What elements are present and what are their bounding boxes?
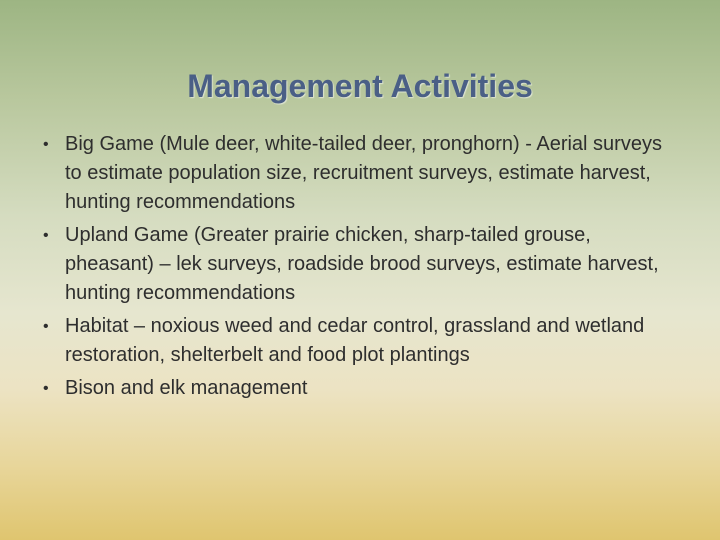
bullet-text: Bison and elk management (65, 377, 308, 399)
bullet-item-upland-game (43, 221, 683, 308)
bullet-text: Habitat – noxious weed and cedar control, grassland and wetland restoration, shelterbelt and food plot plantings (65, 315, 645, 366)
slide-title: Management Activities (187, 68, 533, 104)
bullet-dot-icon: • (43, 227, 49, 244)
bullet-dot-icon: • (43, 318, 49, 335)
bullet-text: Big Game (Mule deer, white-tailed deer, pronghorn) - Aerial surveys to estimate population size, recruitment surveys, estimate harvest, hunting recommendations (65, 133, 662, 213)
bullet-text: Upland Game (Greater prairie chicken, sharp-tailed grouse, pheasant) – lek surveys, roadside brood surveys, estimate harvest, hunting recommendations (65, 224, 659, 304)
bullet-item-big-game (43, 130, 683, 217)
bullet-dot-icon: • (43, 136, 49, 153)
bullet-dot-icon: • (43, 380, 49, 397)
bullet-item-habitat (43, 312, 683, 370)
bullet-item-bison-elk (43, 374, 683, 403)
bullet-list (43, 130, 683, 407)
